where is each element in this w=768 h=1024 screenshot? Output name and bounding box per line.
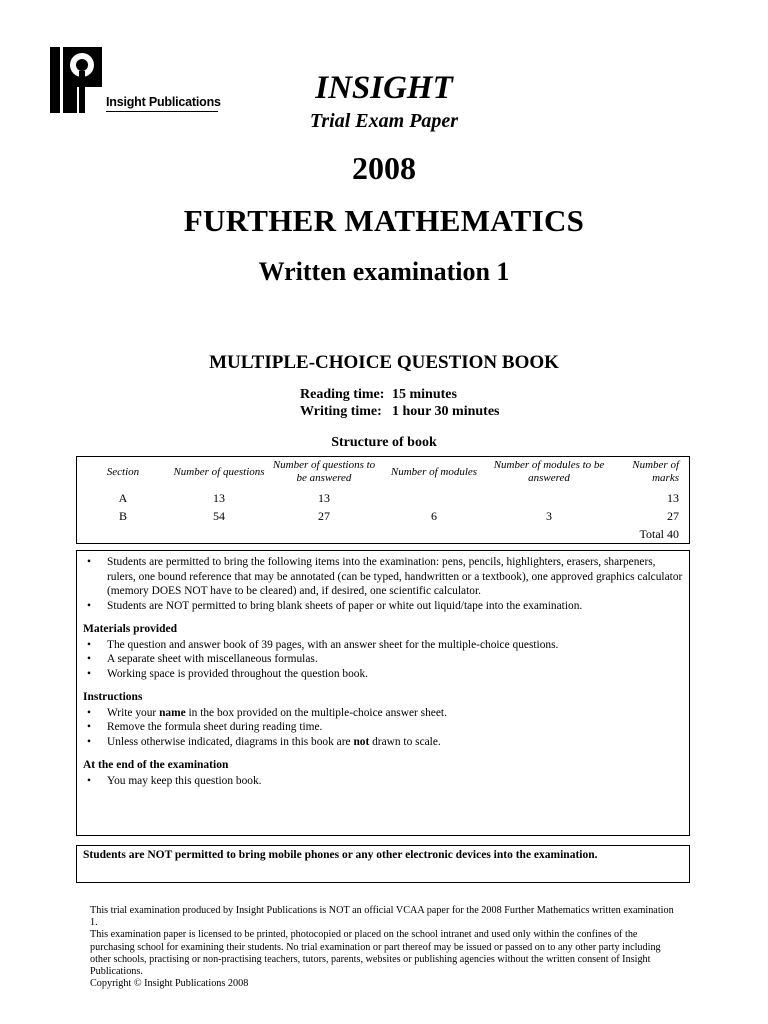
- trial-subtitle: Trial Exam Paper: [309, 110, 459, 132]
- materials-list: [83, 638, 683, 682]
- reading-time: [300, 387, 457, 403]
- cell-marks: 13: [667, 490, 679, 505]
- instructions-heading: Instructions: [83, 691, 143, 703]
- writing-time: [300, 404, 499, 420]
- bullet-icon: •: [87, 735, 91, 748]
- list-item: • Remove the formula sheet during reading time.: [87, 721, 323, 733]
- list-item: • Students are NOT permitted to bring blank sheets of paper or white out liquid/tape into the examination.: [87, 599, 583, 612]
- instructions-box: [76, 550, 690, 836]
- book-title: MULTIPLE-CHOICE QUESTION BOOK: [209, 352, 559, 373]
- footer-copyright: Copyright © Insight Publications 2008: [90, 978, 249, 990]
- exam-year: 2008: [352, 150, 416, 186]
- header-marks: Number of marks: [632, 459, 679, 484]
- bullet-icon: •: [87, 721, 91, 733]
- table-row: [77, 489, 689, 507]
- exam-name: Written examination 1: [258, 257, 510, 286]
- structure-table: [77, 457, 689, 543]
- end-heading: At the end of the examination: [83, 759, 229, 771]
- bullet-icon: •: [87, 667, 91, 680]
- list-item: • Students are permitted to bring the following items into the examination: pens, pencils, highlighters, erasers, sharpeners, rulers, one bound reference that may be annotated (can be typed, handwritten or a textbook), one approved graphics calculator (memory DOES NOT have to be cleared) and, if desired, one scientific calculator.: [87, 556, 683, 597]
- list-item: • The question and answer book of 39 pages, with an answer sheet for the multiple-choice questions.: [87, 638, 559, 651]
- header-section: Section: [106, 465, 140, 478]
- list-item: • A separate sheet with miscellaneous formulas.: [87, 653, 318, 665]
- header-num-questions: Number of questions: [173, 465, 265, 478]
- permitted-list: [83, 555, 683, 613]
- structure-header-row: [77, 457, 689, 489]
- cell-modules-answered: [489, 489, 609, 507]
- bullet-icon: •: [87, 706, 91, 719]
- bullet-icon: •: [87, 638, 91, 651]
- list-item: • You may keep this question book.: [87, 774, 262, 787]
- publisher-name: Insight Publications: [106, 95, 221, 109]
- header-num-answered: Number of questions to be answered: [272, 459, 376, 484]
- total-marks: Total 40: [639, 526, 679, 541]
- cell-num-questions: 54: [213, 508, 225, 523]
- reading-time-label: Reading time:: [300, 387, 385, 402]
- footer-notice: [90, 905, 680, 990]
- materials-heading: Materials provided: [83, 623, 178, 635]
- header-modules-answered: Number of modules to be answered: [493, 459, 605, 484]
- reading-time-value: 15 minutes: [392, 387, 457, 402]
- cell-marks: 27: [667, 508, 679, 523]
- cell-section: B: [118, 508, 127, 523]
- cell-num-modules: [379, 489, 489, 507]
- bullet-icon: •: [87, 599, 91, 612]
- total-row: [77, 525, 689, 543]
- writing-time-value: 1 hour 30 minutes: [392, 404, 500, 419]
- end-list: [83, 774, 683, 789]
- cell-num-questions: 13: [213, 490, 225, 505]
- subject-title: FURTHER MATHEMATICS: [183, 203, 585, 238]
- cell-num-answered: 27: [318, 508, 330, 523]
- list-item: • Unless otherwise indicated, diagrams in this book are not drawn to scale.: [87, 735, 441, 748]
- bullet-icon: •: [87, 774, 91, 787]
- list-item: • Write your name in the box provided on the multiple-choice answer sheet.: [87, 706, 447, 719]
- cell-num-modules: 6: [431, 508, 437, 523]
- bullet-icon: •: [87, 556, 91, 568]
- cell-section: A: [118, 490, 128, 505]
- table-row: [77, 507, 689, 525]
- header-num-modules: Number of modules: [390, 465, 478, 478]
- brand-title: INSIGHT: [315, 70, 453, 106]
- writing-time-label: Writing time:: [300, 404, 382, 419]
- structure-title: Structure of book: [331, 435, 437, 450]
- cell-modules-answered: 3: [546, 508, 552, 523]
- instructions-list: [83, 706, 683, 750]
- cell-num-answered: 13: [318, 490, 330, 505]
- bullet-icon: •: [87, 653, 91, 665]
- mobile-phone-warning: Students are NOT permitted to bring mobile phones or any other electronic devices into the examination.: [76, 845, 690, 883]
- footer-license: This examination paper is licensed to be printed, photocopied or placed on the school intranet and used only within the confines of the purchasing school for examining their students. No trial examination or part thereof may be issued or passed on to any other party including other schools, practising or non-practising teachers, tutors, parents, websites or publishing agencies without the written consent of Insight Publications.: [90, 929, 661, 978]
- footer-disclaimer: This trial examination produced by Insight Publications is NOT an official VCAA paper for the 2008 Further Mathematics written examination 1.: [90, 905, 674, 929]
- list-item: • Working space is provided throughout the question book.: [87, 667, 369, 680]
- structure-table-box: [76, 456, 690, 544]
